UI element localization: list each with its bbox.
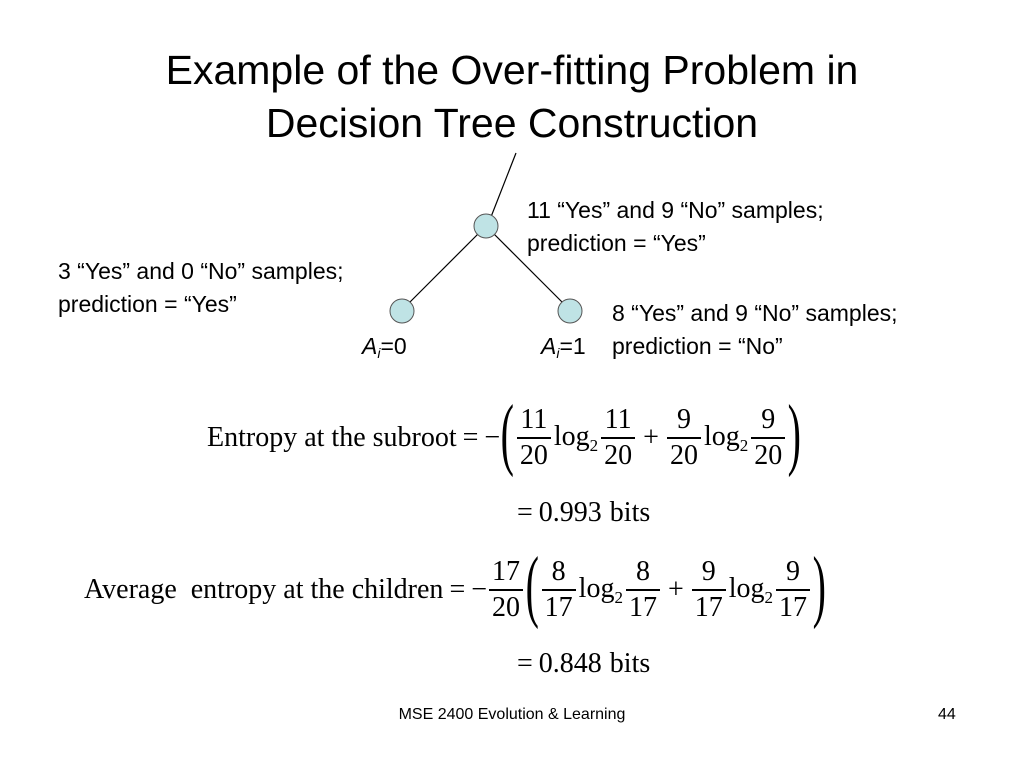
minus-sign: − [471, 574, 488, 605]
left-child-note [58, 255, 344, 321]
branch-variable: A [541, 333, 557, 359]
denominator: 17 [626, 589, 660, 623]
subroot-entropy-label: Entropy at the subroot [207, 422, 457, 453]
subroot-node [474, 214, 498, 238]
open-parenthesis: ( [500, 390, 515, 478]
left-child-note-line-2: prediction = “Yes” [58, 291, 237, 317]
branch-value: =1 [559, 333, 586, 359]
log-term [704, 421, 748, 456]
left-edge [402, 226, 486, 310]
weight-fraction [489, 557, 523, 623]
numerator: 9 [701, 556, 716, 587]
subroot-note-line-1: 11 “Yes” and 9 “No” samples; [527, 197, 824, 223]
denominator: 17 [692, 589, 726, 623]
numerator: 11 [604, 404, 632, 435]
log-term [579, 573, 623, 608]
open-parenthesis: ( [525, 542, 540, 630]
denominator: 20 [517, 437, 551, 471]
log-text: log [728, 572, 765, 604]
children-entropy-label: Average entropy at the children [84, 574, 444, 605]
numerator: 8 [551, 556, 566, 587]
branch-variable-index: i [556, 345, 560, 361]
log-text: log [578, 572, 615, 604]
denominator: 20 [667, 437, 701, 471]
slide-title-line-2: Decision Tree Construction [265, 100, 759, 146]
fraction [601, 405, 635, 471]
slide-title-line-1: Example of the Over-fitting Problem in [165, 47, 859, 93]
log-text: log [553, 420, 590, 452]
left-child-note-line-1: 3 “Yes” and 0 “No” samples; [58, 258, 344, 284]
fraction [542, 557, 576, 623]
incoming-edge [489, 153, 516, 222]
equals-sign: = [449, 574, 466, 605]
plus-sign: + [667, 574, 684, 605]
equals-sign: = [462, 422, 479, 453]
denominator: 20 [489, 589, 523, 623]
right-child-note-line-2: prediction = “No” [612, 333, 783, 359]
subroot-entropy-value: 0.993 [538, 497, 602, 528]
unit-bits: bits [609, 497, 651, 528]
branch-variable: A [362, 333, 378, 359]
equals-sign: = [517, 648, 533, 679]
numerator: 9 [786, 556, 801, 587]
denominator: 17 [542, 589, 576, 623]
unit-bits: bits [609, 648, 651, 679]
left-branch-label [362, 333, 407, 366]
numerator: 9 [761, 404, 776, 435]
log-base: 2 [589, 435, 599, 455]
log-base: 2 [739, 435, 749, 455]
log-base: 2 [764, 587, 774, 607]
children-entropy-result [511, 648, 650, 680]
subroot-entropy-result [511, 497, 650, 529]
fraction [667, 405, 701, 471]
plus-sign: + [643, 422, 659, 453]
fraction [776, 557, 810, 623]
fraction [751, 405, 785, 471]
fraction [517, 405, 551, 471]
subroot-note [527, 194, 824, 260]
right-child-node [558, 299, 582, 323]
children-entropy-equation [84, 542, 827, 630]
page-number: 44 [938, 706, 956, 723]
subroot-note-line-2: prediction = “Yes” [527, 230, 706, 256]
subroot-entropy-equation [207, 390, 802, 478]
footer-course: MSE 2400 Evolution & Learning [398, 706, 626, 723]
close-parenthesis: ) [812, 542, 827, 630]
minus-sign: − [484, 422, 501, 453]
branch-variable-index: i [377, 345, 381, 361]
children-entropy-value: 0.848 [538, 648, 602, 679]
numerator: 8 [635, 556, 650, 587]
log-text: log [703, 420, 740, 452]
log-base: 2 [614, 587, 623, 607]
numerator: 11 [520, 404, 548, 435]
equals-sign: = [517, 497, 533, 528]
denominator: 20 [601, 437, 635, 471]
numerator: 17 [492, 556, 521, 587]
fraction [626, 557, 660, 623]
log-term [554, 421, 598, 456]
denominator: 20 [751, 437, 785, 471]
close-parenthesis: ) [787, 390, 802, 478]
fraction [692, 557, 726, 623]
right-branch-label [541, 333, 586, 366]
right-child-note [612, 297, 898, 363]
left-child-node [390, 299, 414, 323]
numerator: 9 [676, 404, 691, 435]
log-term [729, 573, 773, 608]
denominator: 17 [776, 589, 810, 623]
right-child-note-line-1: 8 “Yes” and 9 “No” samples; [612, 300, 898, 326]
branch-value: =0 [380, 333, 407, 359]
